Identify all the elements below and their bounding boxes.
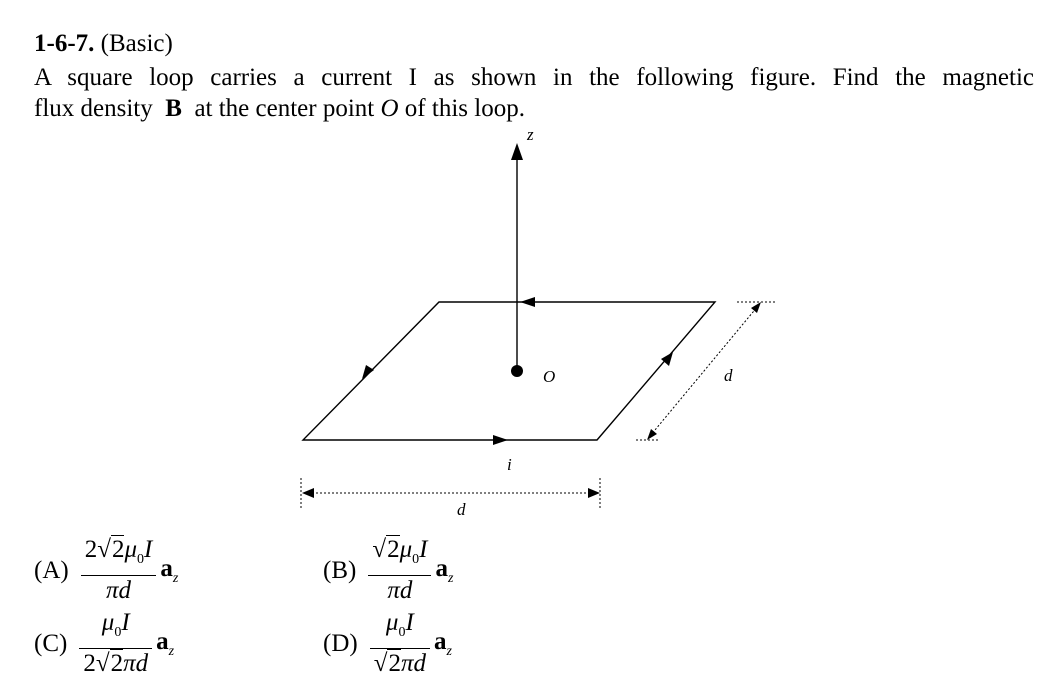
option-d-numerator: $\mu_0I$ — [385, 609, 414, 640]
option-b-fraction — [368, 535, 431, 606]
text-center-point: at the center point — [194, 95, 375, 122]
center-point-label: O — [543, 367, 556, 386]
center-point-dot — [511, 365, 523, 377]
symbol-O: O — [380, 95, 399, 122]
option-b-unit: $a_z$ — [435, 554, 454, 586]
current-label: i — [507, 455, 512, 474]
dim-right-line — [650, 306, 758, 436]
problem-text-line1: A square loop carries a current I as shown in the following figure. Find the magnetic — [34, 64, 1034, 91]
option-d-letter: (D) — [323, 629, 358, 657]
problem-number: 1-6-7. — [34, 30, 95, 57]
symbol-B: B — [165, 95, 182, 122]
option-b[interactable] — [323, 535, 453, 606]
option-a-letter: (A) — [34, 556, 69, 584]
z-axis-label: z — [527, 125, 534, 144]
option-c-fraction — [79, 608, 152, 679]
dim-bottom-arrow-right — [588, 488, 600, 498]
current-arrow-left — [362, 365, 374, 379]
option-c-unit: $a_z$ — [156, 627, 175, 659]
option-a-unit: $a_z$ — [160, 554, 179, 586]
text-of-loop: of this loop. — [404, 95, 525, 122]
dim-bottom-arrow-left — [302, 488, 314, 498]
problem-level: (Basic) — [100, 30, 173, 57]
option-a-numerator: $2√2\mu_0I$ — [84, 536, 153, 567]
option-a-denominator: πd — [106, 577, 132, 604]
current-arrow-bottom — [493, 435, 508, 445]
dim-right-arrow-bottom — [647, 429, 657, 440]
option-a-fraction — [81, 535, 157, 606]
text-flux-density: flux density — [34, 95, 153, 122]
dim-right-arrow-top — [751, 302, 761, 313]
option-b-letter: (B) — [323, 556, 357, 584]
option-c-numerator: $\mu_0I$ — [101, 609, 130, 640]
option-d-denominator: √2πd — [373, 650, 426, 677]
option-c-denominator: 2√2πd — [83, 650, 149, 677]
option-a[interactable] — [34, 535, 178, 606]
dim-bottom-label: d — [457, 500, 466, 519]
option-d[interactable] — [323, 608, 452, 679]
option-b-numerator: $√2\mu_0I$ — [372, 536, 428, 567]
current-arrow-top — [520, 297, 535, 307]
option-d-fraction — [370, 608, 430, 679]
option-c-letter: (C) — [34, 629, 68, 657]
z-axis-arrowhead — [511, 143, 523, 160]
option-b-denominator: πd — [387, 577, 413, 604]
option-d-unit: $a_z$ — [433, 627, 452, 659]
option-c[interactable] — [34, 608, 174, 679]
dim-right-label: d — [724, 366, 733, 385]
